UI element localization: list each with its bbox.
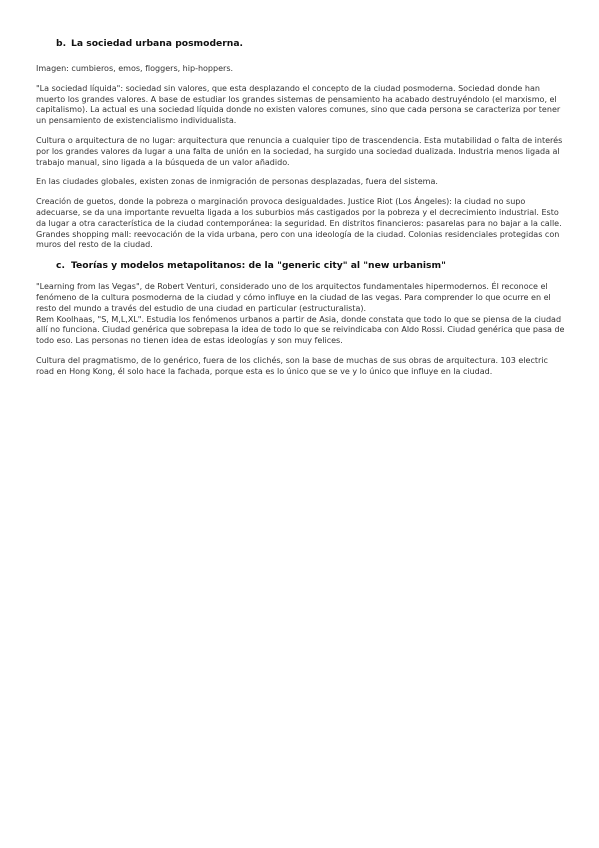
paragraph-ciudades-globales: En las ciudades globales, existen zonas de inmigración de personas desplazadas, fuera del sistema.: [36, 177, 438, 187]
paragraph-imagen: Imagen: cumbieros, emos, floggers, hip-hoppers.: [36, 64, 234, 73]
paragraph-sociedad-liquida: "La sociedad líquida": sociedad sin valores, que esta desplazando el concepto de la ciudad posmoderna. Sociedad donde han muerto los grandes valores. A base de estudiar los grandes sistemas de pensamiento ha acabado destruyéndolo (el marxismo, el capitalismo). La actual es una sociedad líquida donde no existen valores comunes, sino que cada persona se caracteriza por tener un pensamiento de existencialismo individualista.: [36, 83, 561, 126]
paragraph-guetos: Creación de guetos, donde la pobreza o marginación provoca desigualdades. Justice Riot (Los Ángeles): la ciudad no supo adecuarse, se da una importante revuelta ligada a los suburbios más castigados por la pobreza y el decrecimiento industrial. Esto da lugar a otra característica de la ciudad contemporánea: la seguridad. En distritos financieros: pasarelas para no bajar a la calle. Grandes shopping mall: reevocación de la vida urbana, pero con una ideología de la ciudad. Colonias residenciales protegidas con muros del resto de la ciudad.: [36, 197, 562, 250]
paragraph-koolhaas: Rem Koolhaas, "S, M,L,XL". Estudia los fenómenos urbanos a partir de Asia, donde constata que todo lo que se piensa de la ciudad allí no funciona. Ciudad genérica que sobrepasa la idea de todo lo que se reivindicaba con Aldo Rossi. Ciudad genérica que pasa de todo eso. Las personas no tienen idea de estas ideologías y son muy felices.: [36, 314, 565, 346]
paragraph-pragmatismo: Cultura del pragmatismo, de lo genérico, fuera de los clichés, son la base de muchas de sus obras de arquitectura. 103 electric road en Hong Kong, él solo hace la fachada, porque esta es lo único que se ve y lo único que influye en la ciudad.: [36, 355, 548, 376]
section-c-heading: [36, 260, 566, 272]
document-page: [36, 38, 566, 387]
section-b-heading: [36, 38, 566, 50]
section-c-marker: c.: [56, 260, 65, 272]
section-b-marker: b.: [56, 38, 67, 49]
section-b-title: La sociedad urbana posmoderna.: [71, 38, 244, 49]
paragraph-no-lugar: Cultura o arquitectura de no lugar: arquitectura que renuncia a cualquier tipo de trascendencia. Esta mutabilidad o falta de interés por los grandes valores da lugar a una falta de unión en la sociedad, ha surgido una sociedad dualizada. Industria menos ligada al trabajo manual, sino ligada a la búsqueda de un valor añadido.: [36, 135, 563, 167]
paragraph-venturi: "Learning from las Vegas", de Robert Venturi, considerado uno de los arquitectos fundamentales hipermodernos. Él reconoce el fenómeno de la cultura posmoderna de la ciudad y cómo influye en la ciudad de las vegas. Para comprender lo que ocurre en el resto del mundo a través del estudio de una ciudad en particular (estructuralista).: [36, 282, 551, 313]
section-c-title: Teorías y modelos metapolitanos: de la "generic city" al "new urbanism": [71, 260, 446, 272]
